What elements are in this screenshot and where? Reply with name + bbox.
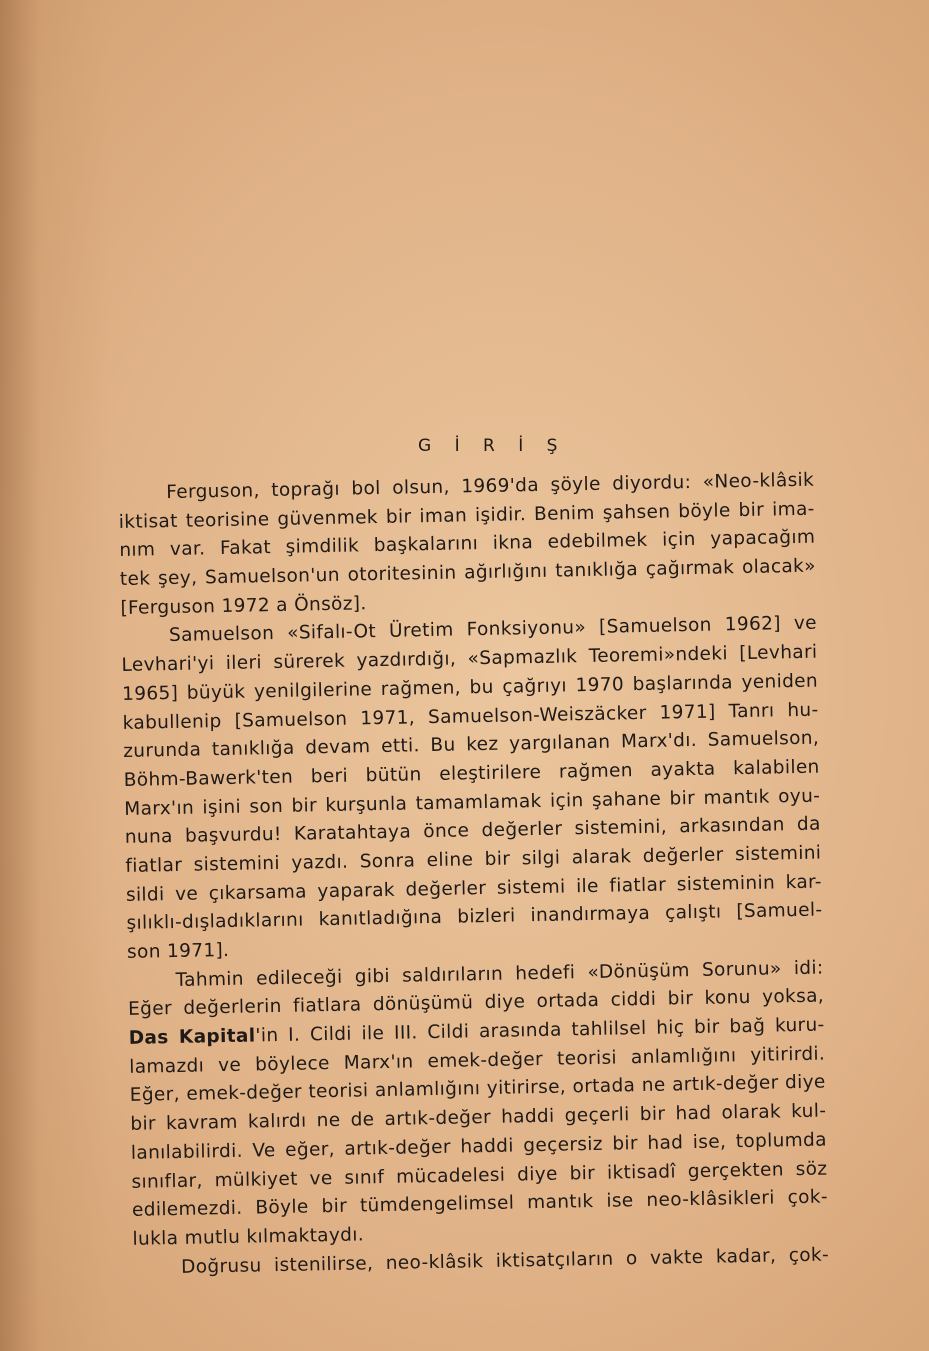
text-line: sınıflar, mülkiyet ve sınıf mücadelesi diye bir iktisadî gerçekten söz — [131, 1158, 828, 1193]
text-line: Eğer değerlerin fiatlara dönüşümü diye ortada ciddi bir konu yoksa, — [127, 985, 825, 1021]
text-line: Tahmin edileceği gibi saldırıların hedefi «Dönüşüm Sorunu» idi: — [175, 957, 824, 991]
text-line: Samuelson «Sifalı-Ot Üretim Fonksiyonu» [Samuelson 1962] ve — [168, 613, 818, 647]
text-line: zurunda tanıklığa devam etti. Bu kez yargılanan Marx'dı. Samuelson, — [123, 727, 820, 763]
text-line: tek şey, Samuelson'un otoritesinin ağırlığını tanıklığa çağırmak olacak» — [119, 555, 816, 591]
text-line: lukla mutlu kılmaktaydı. — [132, 1224, 365, 1250]
text-line: son 1971]. — [126, 939, 230, 963]
text-line-rest: 'in I. Cildi ile III. Cildi arasında tahlilsel hiç bir bağ kuru- — [255, 1014, 825, 1047]
text-line: lamazdı ve böylece Marx'ın emek-değer teorisi anlamlığını yitirirdi. — [129, 1043, 826, 1078]
text-line: şılıklı-dışladıklarını kanıtladığına bizleri inandırmaya çalıştı [Samuel- — [126, 899, 823, 935]
text-line: Levhari'yi ileri sürerek yazdırdığı, «Sapmazlık Teoremi»ndeki [Levhari — [121, 641, 818, 677]
text-line: edilemezdi. Böyle bir tümdengelimsel mantık ise neo-klâsikleri çok- — [131, 1186, 829, 1222]
text-line: nım var. Fakat şimdilik başkalarını ikna edebilmek için yapacağım — [119, 527, 816, 562]
text-line: nuna başvurdu! Karatahtaya önce değerler sistemini, arkasından da — [124, 813, 821, 849]
text-line: Marx'ın işini son bir kurşunla tamamlamak için şahane bir mantık oyu- — [124, 785, 821, 820]
text-line: kabullenip [Samuelson 1971, Samuelson-Weiszäcker 1971] Tanrı hu- — [122, 699, 819, 734]
text-line: Böhm-Bawerk'ten beri bütün eleştirilere rağmen ayakta kalabilen — [123, 756, 820, 791]
text-line: Eğer, emek-değer teorisi anlamlığını yitirirse, ortada ne artık-değer diye — [129, 1071, 826, 1107]
page-title: G İ R İ Ş — [418, 436, 567, 456]
text-line: Doğrusu istenilirse, neo-klâsik iktisatçıların o vakte kadar, çok- — [180, 1244, 830, 1278]
text-line: fiatlar sistemini yazdı. Sonra eline bir silgi alarak değerler sistemini — [125, 842, 822, 877]
text-line: iktisat teorisine güvenmek bir iman işidir. Benim şahsen böyle bir ima- — [118, 498, 815, 533]
text-line: 1965] büyük yenilgilerine rağmen, bu çağrıyı 1970 başlarında yeniden — [121, 670, 819, 705]
text-line: Ferguson, toprağı bol olsun, 1969'da şöyle diyordu: «Neo-klâsik — [166, 469, 815, 504]
text-line: bir kavram kalırdı ne de artık-değer haddi geçerli bir had olarak kul- — [130, 1100, 827, 1136]
text-line: sildi ve çıkarsama yaparak değerler sistemi ile fiatlar sisteminin kar- — [125, 871, 823, 906]
text-line: lanılabilirdi. Ve eğer, artık-değer haddi geçersiz bir had ise, toplumda — [130, 1129, 827, 1164]
text-line: [Ferguson 1972 a Önsöz]. — [120, 593, 367, 619]
book-title-das-kapital: Das Kapital — [128, 1025, 256, 1049]
body-text — [118, 467, 829, 1283]
